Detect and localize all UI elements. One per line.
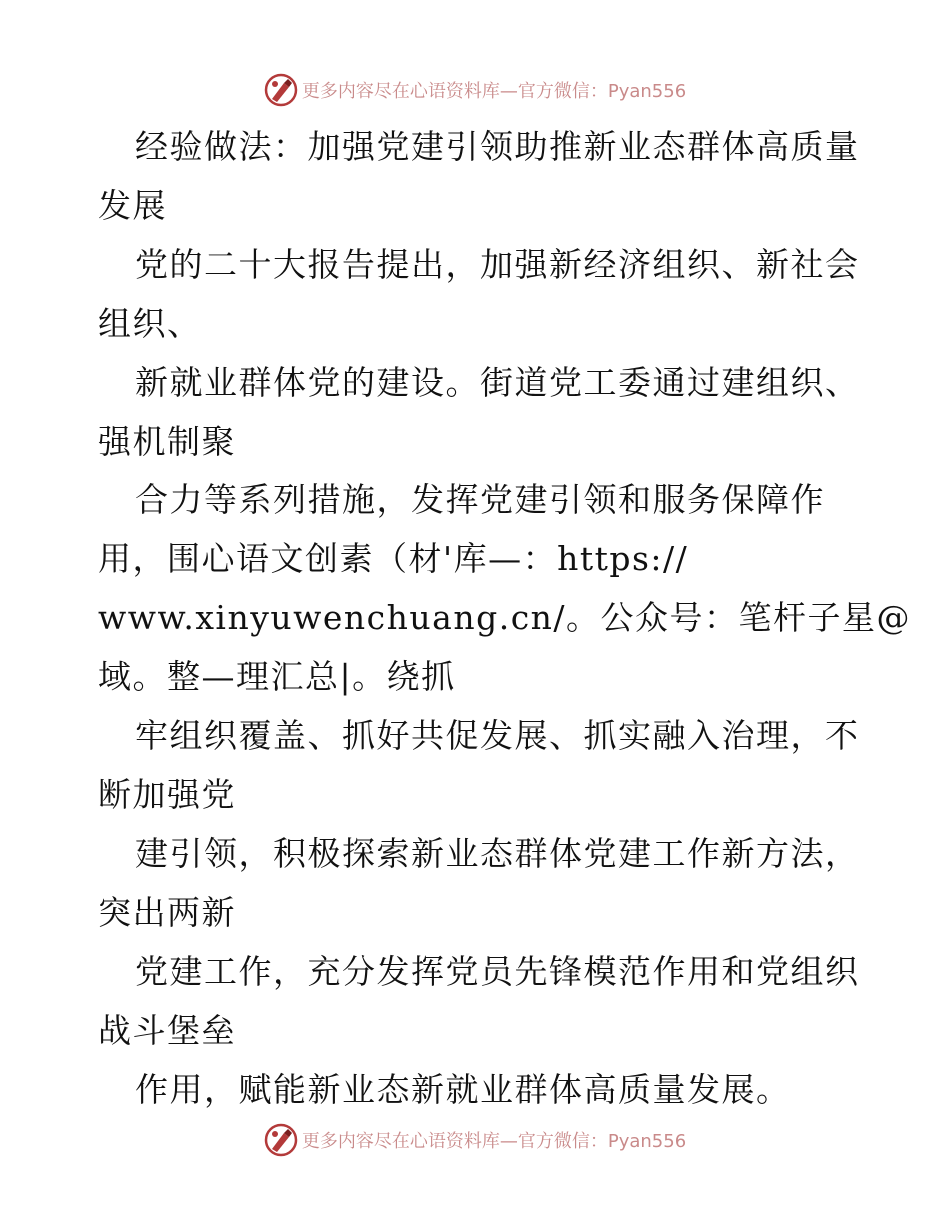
- body-line: 党的二十大报告提出，加强新经济组织、新社会: [135, 244, 860, 284]
- pen-logo-icon: [264, 73, 298, 107]
- body-line: 突出两新: [98, 892, 236, 932]
- body-line: 用，围心语文创素（材'库—：https://: [98, 539, 689, 579]
- body-line: 新就业群体党的建设。街道党工委通过建组织、: [135, 362, 860, 402]
- footer-watermark-banner: [0, 1118, 950, 1162]
- footer-watermark-text: 更多内容尽在心语资料库—官方微信：Pyan556: [301, 1131, 687, 1152]
- pen-logo-icon: [264, 1123, 298, 1157]
- body-line: 组织、: [98, 303, 202, 343]
- body-line: 建引领，积极探索新业态群体党建工作新方法，: [135, 833, 860, 873]
- body-line: 断加强党: [98, 774, 236, 814]
- body-line: 经验做法：加强党建引领助推新业态群体高质量: [135, 127, 860, 166]
- body-line: 强机制聚: [98, 421, 236, 461]
- body-line: www.xinyuwenchuang.cn/。公众号：笔杆子星@: [98, 598, 912, 638]
- body-line: 党建工作，充分发挥党员先锋模范作用和党组织: [135, 951, 860, 991]
- document-body: [98, 118, 912, 1119]
- body-line: 作用，赋能新业态新就业群体高质量发展。: [135, 1069, 791, 1109]
- body-line: 合力等系列措施，发挥党建引领和服务保障作: [135, 480, 825, 520]
- body-line: 牢组织覆盖、抓好共促发展、抓实融入治理，不: [135, 716, 860, 756]
- header-watermark-banner: [0, 68, 950, 112]
- body-line: 域。整—理汇总|。绕抓: [98, 657, 456, 697]
- body-line: 发展: [98, 185, 167, 225]
- header-watermark-text: 更多内容尽在心语资料库—官方微信：Pyan556: [301, 81, 687, 102]
- body-line: 战斗堡垒: [98, 1010, 236, 1050]
